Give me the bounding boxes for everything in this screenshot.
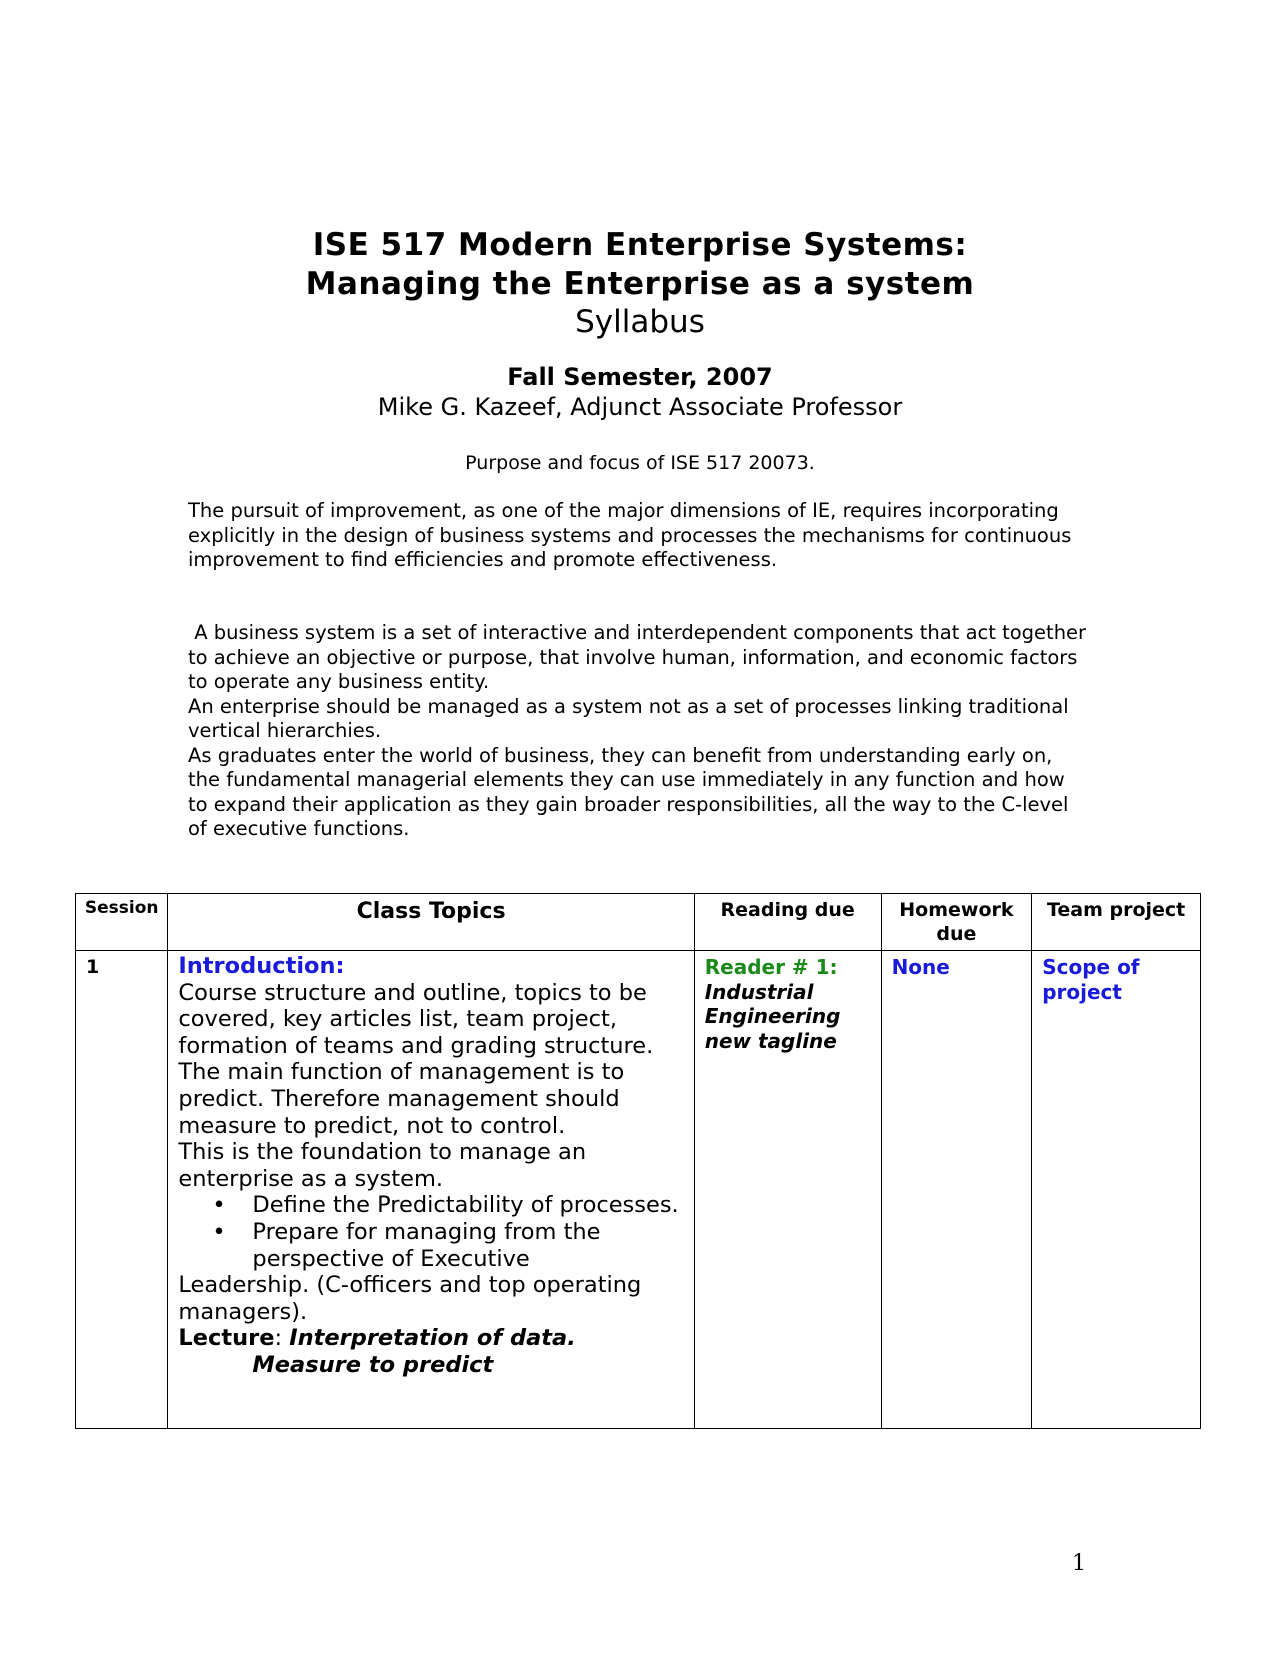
session-number: 1 — [76, 951, 168, 1429]
lecture-separator: : — [274, 1325, 290, 1352]
reader-label: Reader # 1: — [704, 955, 838, 979]
lecture-title-1: Interpretation of data. — [289, 1325, 576, 1352]
document-title — [0, 226, 1280, 341]
paragraph-improvement: The pursuit of improvement, as one of the major dimensions of IE, requires incorporating explicitly in the design of business systems and processes the mechanisms for continuous improvement to find efficiencies and promote effectiveness. — [188, 499, 1072, 571]
header-reading-due: Reading due — [694, 894, 881, 951]
homework-due-cell: None — [881, 951, 1032, 1429]
list-item: • Define the Predictability of processes. — [252, 1192, 683, 1219]
topic-bullet-list — [178, 1192, 683, 1272]
topic-text-foundation: This is the foundation to manage an enterprise as a system. — [178, 1139, 587, 1192]
paragraph-enterprise: An enterprise should be managed as a system not as a set of processes linking traditional vertical hierarchies. — [188, 694, 1069, 742]
topic-text-course: Course structure and outline, topics to be covered, key articles list, team project, formation of teams and grading structure. — [178, 979, 654, 1059]
lecture-label: Lecture — [178, 1325, 275, 1352]
paragraph-business-system: A business system is a set of interactive and interdependent components that act together to achieve an objective or purpose, that involve human, information, and economic factors to operate any business entity. — [188, 621, 1093, 693]
page-number: 1 — [1072, 1551, 1086, 1576]
header-session: Session — [76, 894, 168, 951]
title-line-2: Managing the Enterprise as a system — [305, 266, 975, 302]
list-item: • Prepare for managing from the perspective of Executive — [252, 1219, 683, 1272]
team-project-cell: Scope of project — [1032, 951, 1201, 1429]
semester: Fall Semester, 2007 — [507, 363, 773, 391]
instructor: Mike G. Kazeef, Adjunct Associate Professor — [377, 393, 903, 421]
topic-text-leadership: Leadership. (C-officers and top operating managers). — [178, 1272, 642, 1325]
reader-title: Industrial Engineering new tagline — [704, 979, 841, 1053]
topic-heading: Introduction: — [178, 953, 345, 979]
header-team-project: Team project — [1032, 894, 1201, 951]
schedule-table — [75, 893, 1201, 1429]
topic-text-predict: The main function of management is to predict. Therefore management should measure to predict, not to control. — [178, 1059, 625, 1139]
title-line-1: ISE 517 Modern Enterprise Systems: — [312, 227, 968, 263]
paragraph-graduates: As graduates enter the world of business, they can benefit from understanding early on, the fundamental managerial elements they can use immediately in any function and how to expand their application as they gain broader responsibilities, all the way to the C-level of executive functions. — [188, 743, 1069, 840]
header-homework-due: Homework due — [881, 894, 1032, 951]
table-header-row — [76, 894, 1201, 951]
paragraph-group-business-system — [188, 621, 1093, 842]
table-row — [76, 951, 1201, 1429]
purpose-heading: Purpose and focus of ISE 517 20073. — [465, 452, 815, 474]
title-line-3: Syllabus — [575, 304, 705, 340]
lecture-line — [178, 1325, 683, 1378]
lecture-title-2: Measure to predict — [252, 1351, 494, 1378]
reading-due-cell — [694, 951, 881, 1429]
header-class-topics: Class Topics — [168, 894, 694, 951]
class-topics-cell — [168, 951, 694, 1429]
